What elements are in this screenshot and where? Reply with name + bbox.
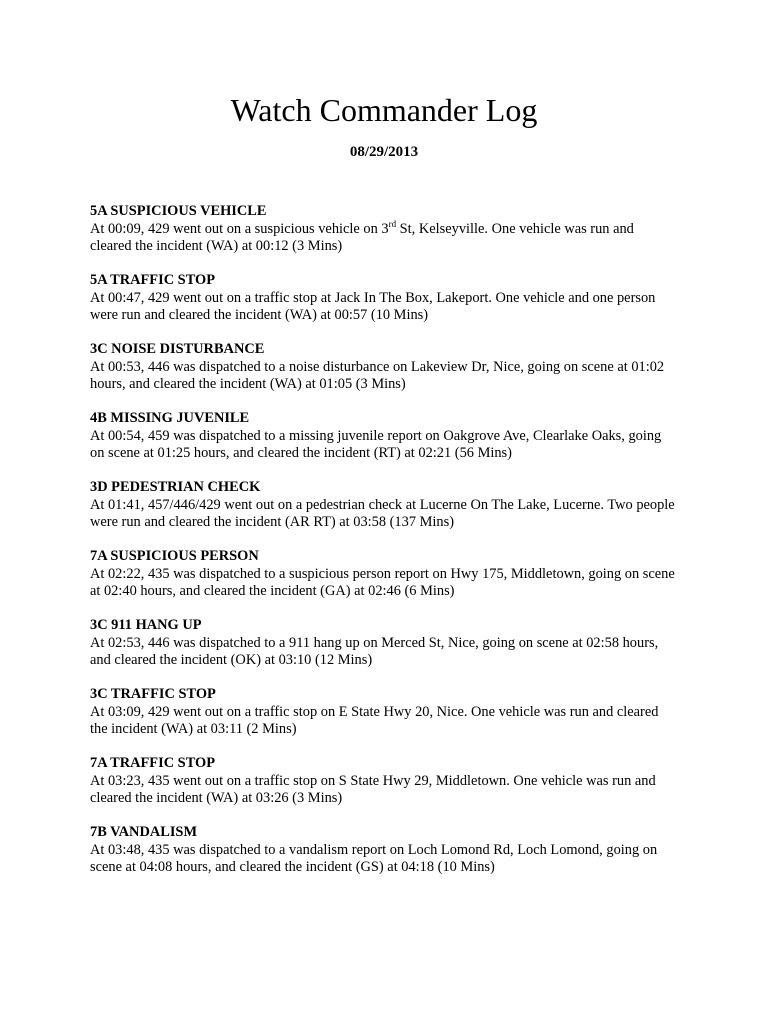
log-entry-911-hang-up: [90, 617, 675, 686]
log-entry-pedestrian-check: [90, 479, 675, 548]
entry-heading: 3C 911 HANG UP: [90, 617, 202, 633]
entry-body: At 01:41, 457/446/429 went out on a pedestrian check at Lucerne On The Lake, Lucerne. Two people were run and cleared the incident (AR RT) at 03:58 (137 Mins): [90, 496, 675, 530]
log-entry-missing-juvenile: [90, 410, 675, 479]
entry-heading: 7B VANDALISM: [90, 824, 198, 840]
entry-heading: 4B MISSING JUVENILE: [90, 410, 250, 426]
log-entry-traffic-stop-lakeport: [90, 272, 675, 341]
entry-body: At 02:22, 435 was dispatched to a suspicious person report on Hwy 175, Middletown, going on scene at 02:40 hours, and cleared the incident (GA) at 02:46 (6 Mins): [90, 565, 675, 599]
ordinal-suffix: rd: [388, 218, 397, 229]
entry-heading: 7A TRAFFIC STOP: [90, 755, 216, 771]
entry-heading: 7A SUSPICIOUS PERSON: [90, 548, 259, 564]
entry-body: At 02:53, 446 was dispatched to a 911 hang up on Merced St, Nice, going on scene at 02:58 hours, and cleared the incident (OK) at 03:10 (12 Mins): [90, 634, 659, 668]
entry-body: At 00:53, 446 was dispatched to a noise disturbance on Lakeview Dr, Nice, going on scene at 01:02 hours, and cleared the incident (WA) at 01:05 (3 Mins): [90, 358, 665, 392]
entry-heading: 5A SUSPICIOUS VEHICLE: [90, 203, 267, 219]
entry-heading: 3C TRAFFIC STOP: [90, 686, 216, 702]
entry-heading: 5A TRAFFIC STOP: [90, 272, 216, 288]
log-entry-traffic-stop-middletown: [90, 755, 675, 824]
log-entry-vandalism: [90, 824, 675, 893]
page-title: Watch Commander Log: [230, 92, 538, 128]
entry-body: At 00:54, 459 was dispatched to a missing juvenile report on Oakgrove Ave, Clearlake Oaks, going on scene at 01:25 hours, and cleared the incident (RT) at 02:21 (56 Mins): [90, 427, 662, 461]
entry-body-text: At 00:09, 429 went out on a suspicious vehicle on 3: [90, 220, 389, 237]
log-entry-suspicious-person: [90, 548, 675, 617]
entry-body: At 03:09, 429 went out on a traffic stop on E State Hwy 20, Nice. One vehicle was run and cleared the incident (WA) at 03:11 (2 Mins): [90, 703, 659, 737]
entry-heading: 3C NOISE DISTURBANCE: [90, 341, 265, 357]
log-entry-suspicious-vehicle: [90, 203, 675, 272]
log-entries: [90, 203, 675, 893]
entry-body: At 03:23, 435 went out on a traffic stop on S State Hwy 29, Middletown. One vehicle was run and cleared the incident (WA) at 03:26 (3 Mins): [90, 772, 656, 806]
log-entry-noise-disturbance: [90, 341, 675, 410]
log-date: 08/29/2013: [349, 144, 419, 160]
entry-body: [90, 218, 675, 256]
entry-body: At 00:47, 429 went out on a traffic stop at Jack In The Box, Lakeport. One vehicle and one person were run and cleared the incident (WA) at 00:57 (10 Mins): [90, 289, 656, 323]
log-entry-traffic-stop-nice: [90, 686, 675, 755]
entry-body: At 03:48, 435 was dispatched to a vandalism report on Loch Lomond Rd, Loch Lomond, going on scene at 04:08 hours, and cleared the incident (GS) at 04:18 (10 Mins): [90, 841, 658, 875]
entry-body-text-cont: St, Kelseyville. One vehicle was run and cleared the incident (WA) at 00:12 (3 Mins): [90, 220, 634, 254]
entry-heading: 3D PEDESTRIAN CHECK: [90, 479, 261, 495]
